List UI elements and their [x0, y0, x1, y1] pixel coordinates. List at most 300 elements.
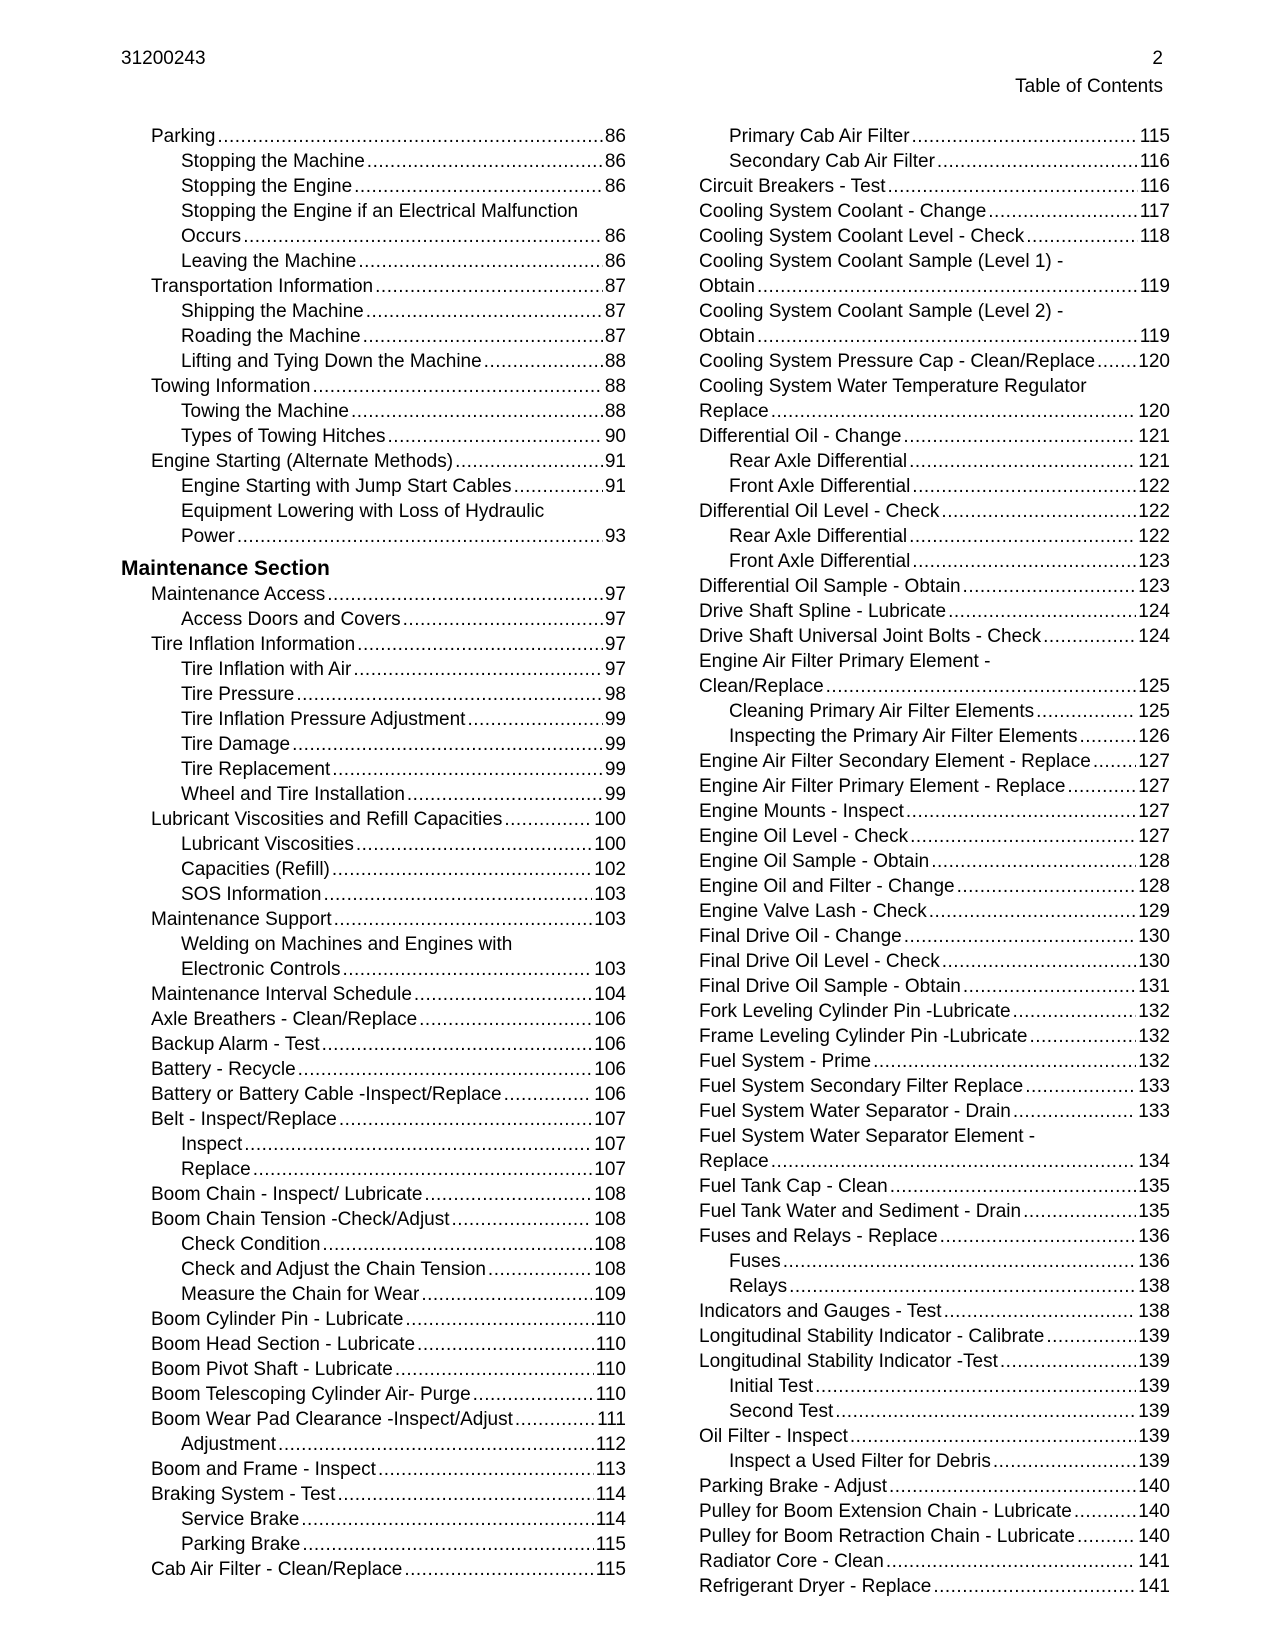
- dot-leader: [322, 1232, 592, 1257]
- toc-entry-title: Secondary Cab Air Filter: [729, 151, 935, 172]
- toc-entry[interactable]: [699, 924, 1170, 949]
- dot-leader: [757, 324, 1138, 349]
- toc-entry-title: Engine Air Filter Primary Element - Replace: [699, 776, 1066, 797]
- toc-entry-title: Tire Replacement: [181, 759, 331, 780]
- toc-entry[interactable]: [121, 757, 626, 782]
- toc-page-number: 138: [1138, 1301, 1170, 1322]
- toc-entry[interactable]: [699, 674, 1170, 699]
- toc-page-number: 127: [1138, 776, 1170, 797]
- toc-entry[interactable]: [699, 699, 1170, 724]
- toc-entry-title: Occurs: [181, 226, 242, 247]
- toc-entry[interactable]: [699, 824, 1170, 849]
- toc-page-number: 138: [1138, 1276, 1170, 1297]
- toc-entry[interactable]: [121, 324, 626, 349]
- toc-page-number: 103: [594, 959, 626, 980]
- toc-entry-title: Boom Wear Pad Clearance -Inspect/Adjust: [151, 1409, 513, 1430]
- toc-entry[interactable]: [121, 1482, 626, 1507]
- toc-page-number: 99: [604, 734, 626, 755]
- toc-page-number: 120: [1138, 351, 1170, 372]
- dot-leader: [1067, 774, 1136, 799]
- toc-entry[interactable]: [121, 1232, 626, 1257]
- toc-entry[interactable]: [699, 599, 1170, 624]
- toc-entry[interactable]: [699, 1049, 1170, 1074]
- toc-entry-title: Indicators and Gauges - Test: [699, 1301, 942, 1322]
- toc-page-number: 132: [1138, 1026, 1170, 1047]
- toc-page-number: 127: [1138, 751, 1170, 772]
- toc-entry-title-line: Fuel System Water Separator Element -: [699, 1126, 1036, 1147]
- toc-right-column: [699, 124, 1170, 1599]
- toc-page-number: 130: [1138, 951, 1170, 972]
- toc-page-number: 86: [604, 151, 626, 172]
- toc-entry[interactable]: [699, 1174, 1170, 1199]
- toc-entry[interactable]: [699, 1399, 1170, 1424]
- toc-page-number: 103: [594, 884, 626, 905]
- toc-entry[interactable]: [699, 999, 1170, 1024]
- toc-entry-title: Boom and Frame - Inspect: [151, 1459, 376, 1480]
- toc-entry[interactable]: [699, 774, 1170, 799]
- toc-entry[interactable]: [121, 1282, 626, 1307]
- dot-leader: [771, 1149, 1137, 1174]
- toc-page-number: 127: [1138, 826, 1170, 847]
- toc-entry-title: Tire Inflation with Air: [181, 659, 352, 680]
- toc-entry-title: Boom Head Section - Lubricate: [151, 1334, 416, 1355]
- page-number: 2: [1152, 48, 1163, 69]
- toc-entry-title: Measure the Chain for Wear: [181, 1284, 420, 1305]
- toc-page-number: 108: [594, 1234, 626, 1255]
- toc-entry[interactable]: [699, 149, 1170, 174]
- toc-page-number: 86: [604, 176, 626, 197]
- toc-entry[interactable]: [699, 1299, 1170, 1324]
- toc-entry[interactable]: [699, 1449, 1170, 1474]
- toc-page-number: 122: [1138, 476, 1170, 497]
- toc-entry-title: Radiator Core - Clean: [699, 1551, 884, 1572]
- toc-entry-title: Towing Information: [151, 376, 311, 397]
- toc-page-number: 88: [604, 376, 626, 397]
- toc-entry-title: Replace: [699, 1151, 769, 1172]
- toc-entry[interactable]: [699, 424, 1170, 449]
- toc-page-number: 87: [604, 276, 626, 297]
- toc-entry-title: Leaving the Machine: [181, 251, 357, 272]
- toc-entry-title: Relays: [729, 1276, 788, 1297]
- toc-page-number: 126: [1138, 726, 1170, 747]
- toc-entry[interactable]: [121, 957, 626, 982]
- toc-entry-title: Pulley for Boom Extension Chain - Lubricate: [699, 1501, 1072, 1522]
- dot-leader: [395, 1357, 594, 1382]
- toc-entry[interactable]: [699, 574, 1170, 599]
- toc-entry[interactable]: [699, 624, 1170, 649]
- page-title: Table of Contents: [1015, 76, 1163, 97]
- toc-entry-title: Parking Brake - Adjust: [699, 1476, 887, 1497]
- toc-entry[interactable]: [121, 299, 626, 324]
- toc-entry-title: Tire Inflation Pressure Adjustment: [181, 709, 466, 730]
- toc-page-number: 99: [604, 759, 626, 780]
- toc-entry[interactable]: [699, 324, 1170, 349]
- toc-entry[interactable]: [121, 707, 626, 732]
- toc-page-number: 139: [1138, 1426, 1170, 1447]
- dot-leader: [815, 1374, 1136, 1399]
- toc-entry-title: Cab Air Filter - Clean/Replace: [151, 1559, 403, 1580]
- toc-entry[interactable]: [121, 524, 626, 549]
- toc-entry[interactable]: [699, 174, 1170, 199]
- dot-leader: [342, 957, 592, 982]
- dot-leader: [1023, 1199, 1136, 1224]
- toc-entry[interactable]: [121, 174, 626, 199]
- dot-leader: [889, 1474, 1136, 1499]
- toc-page-number: 109: [594, 1284, 626, 1305]
- dot-leader: [909, 524, 1136, 549]
- toc-entry[interactable]: [699, 1549, 1170, 1574]
- toc-entry-title: Stopping the Machine: [181, 151, 365, 172]
- toc-page-number: 119: [1139, 276, 1170, 297]
- toc-entry[interactable]: [699, 1424, 1170, 1449]
- dot-leader: [455, 449, 603, 474]
- dot-leader: [237, 524, 603, 549]
- toc-page-number: 122: [1138, 526, 1170, 547]
- dot-leader: [488, 1257, 592, 1282]
- dot-leader: [963, 974, 1136, 999]
- toc-entry[interactable]: [699, 349, 1170, 374]
- dot-leader: [789, 1274, 1136, 1299]
- toc-entry[interactable]: [121, 374, 626, 399]
- toc-entry[interactable]: [121, 1432, 626, 1457]
- toc-entry-title: Engine Mounts - Inspect: [699, 801, 904, 822]
- toc-entry[interactable]: [699, 399, 1170, 424]
- toc-page-number: 114: [595, 1484, 626, 1505]
- toc-entry[interactable]: [121, 732, 626, 757]
- toc-entry[interactable]: [699, 1374, 1170, 1399]
- toc-entry[interactable]: [121, 807, 626, 832]
- dot-leader: [332, 857, 592, 882]
- dot-leader: [332, 757, 603, 782]
- toc-entry[interactable]: [699, 549, 1170, 574]
- toc-page-number: 124: [1138, 626, 1170, 647]
- dot-leader: [322, 1032, 593, 1057]
- toc-entry[interactable]: [699, 1224, 1170, 1249]
- toc-page-number: 133: [1138, 1101, 1170, 1122]
- toc-entry[interactable]: [121, 274, 626, 299]
- toc-entry-title: Oil Filter - Inspect: [699, 1426, 848, 1447]
- toc-page-number: 140: [1138, 1476, 1170, 1497]
- toc-page-number: 100: [594, 834, 626, 855]
- toc-entry[interactable]: [121, 582, 626, 607]
- toc-entry[interactable]: [121, 1457, 626, 1482]
- toc-entry[interactable]: [121, 882, 626, 907]
- toc-page-number: 136: [1138, 1251, 1170, 1272]
- toc-entry-title: Differential Oil Level - Check: [699, 501, 940, 522]
- dot-leader: [354, 174, 603, 199]
- toc-entry[interactable]: [699, 1074, 1170, 1099]
- toc-page-number: 139: [1138, 1376, 1170, 1397]
- toc-page-number: 139: [1138, 1401, 1170, 1422]
- toc-entry[interactable]: [121, 782, 626, 807]
- toc-page-number: 135: [1138, 1176, 1170, 1197]
- toc-entry[interactable]: [699, 974, 1170, 999]
- dot-leader: [403, 607, 603, 632]
- toc-entry[interactable]: [121, 1032, 626, 1057]
- toc-page-number: 111: [597, 1409, 626, 1430]
- toc-entry[interactable]: [121, 149, 626, 174]
- toc-page-number: 113: [595, 1459, 626, 1480]
- toc-page-number: 125: [1138, 701, 1170, 722]
- toc-entry[interactable]: [121, 1257, 626, 1282]
- toc-entry-title: Engine Air Filter Secondary Element - Replace: [699, 751, 1091, 772]
- dot-leader: [388, 424, 603, 449]
- toc-page-number: 108: [594, 1184, 626, 1205]
- toc-entry-title: Differential Oil - Change: [699, 426, 902, 447]
- dot-leader: [452, 1207, 593, 1232]
- toc-entry[interactable]: [699, 124, 1170, 149]
- toc-page-number: 110: [595, 1309, 626, 1330]
- toc-entry-title: Clean/Replace: [699, 676, 824, 697]
- toc-page-number: 117: [1139, 201, 1170, 222]
- toc-entry-title: Battery - Recycle: [151, 1059, 296, 1080]
- dot-leader: [1097, 349, 1136, 374]
- toc-entry-title: Towing the Machine: [181, 401, 349, 422]
- dot-leader: [243, 224, 603, 249]
- toc-entry[interactable]: [699, 449, 1170, 474]
- toc-entry[interactable]: [699, 1324, 1170, 1349]
- toc-entry-title: Electronic Controls: [181, 959, 341, 980]
- toc-entry[interactable]: [699, 1349, 1170, 1374]
- toc-entry[interactable]: [121, 982, 626, 1007]
- toc-page-number: 115: [595, 1559, 626, 1580]
- toc-page-number: 108: [594, 1259, 626, 1280]
- dot-leader: [301, 1507, 593, 1532]
- toc-entry[interactable]: [121, 224, 626, 249]
- toc-entry-title: Frame Leveling Cylinder Pin -Lubricate: [699, 1026, 1028, 1047]
- toc-entry-title-line: Cooling System Water Temperature Regulator: [699, 376, 1087, 397]
- toc-entry-title-line: Equipment Lowering with Loss of Hydraulic: [181, 501, 545, 522]
- toc-page-number: 134: [1138, 1151, 1170, 1172]
- dot-leader: [931, 849, 1136, 874]
- dot-leader: [1013, 1099, 1136, 1124]
- toc-page-number: 132: [1138, 1051, 1170, 1072]
- dot-leader: [424, 1182, 592, 1207]
- toc-page-number: 123: [1138, 551, 1170, 572]
- toc-entry[interactable]: [699, 849, 1170, 874]
- toc-entry[interactable]: [699, 899, 1170, 924]
- dot-leader: [888, 174, 1138, 199]
- toc-page-number: 128: [1138, 851, 1170, 872]
- toc-page-number: 119: [1139, 326, 1170, 347]
- dot-leader: [1025, 1074, 1136, 1099]
- dot-leader: [906, 799, 1136, 824]
- dot-leader: [963, 574, 1137, 599]
- toc-entry[interactable]: [121, 124, 626, 149]
- dot-leader: [757, 274, 1138, 299]
- dot-leader: [826, 674, 1137, 699]
- toc-entry[interactable]: [699, 499, 1170, 524]
- toc-entry[interactable]: [699, 1199, 1170, 1224]
- dot-leader: [890, 1174, 1137, 1199]
- toc-page-number: 139: [1138, 1451, 1170, 1472]
- dot-leader: [337, 1482, 593, 1507]
- dot-leader: [421, 1282, 592, 1307]
- toc-entry[interactable]: [699, 1149, 1170, 1174]
- toc-entry[interactable]: [121, 607, 626, 632]
- toc-entry-title: Cooling System Pressure Cap - Clean/Replace: [699, 351, 1096, 372]
- toc-entry[interactable]: [699, 474, 1170, 499]
- toc-entry[interactable]: [121, 1157, 626, 1182]
- toc-entry[interactable]: [699, 724, 1170, 749]
- toc-entry[interactable]: [121, 349, 626, 374]
- toc-page-number: 87: [604, 301, 626, 322]
- toc-entry[interactable]: [121, 1332, 626, 1357]
- toc-entry[interactable]: [121, 424, 626, 449]
- toc-entry-title: Fuses and Relays - Replace: [699, 1226, 938, 1247]
- toc-entry[interactable]: [121, 1557, 626, 1582]
- toc-page-number: 103: [594, 909, 626, 930]
- toc-entry[interactable]: [699, 1574, 1170, 1599]
- toc-entry-title: Differential Oil Sample - Obtain: [699, 576, 961, 597]
- dot-leader: [957, 874, 1137, 899]
- dot-leader: [296, 682, 603, 707]
- toc-page-number: 110: [595, 1359, 626, 1380]
- toc-entry[interactable]: [121, 449, 626, 474]
- toc-entry[interactable]: [121, 1507, 626, 1532]
- toc-page-number: 121: [1138, 451, 1170, 472]
- dot-leader: [407, 782, 603, 807]
- toc-entry-title: Front Axle Differential: [729, 476, 911, 497]
- toc-entry[interactable]: [121, 1107, 626, 1132]
- dot-leader: [334, 907, 593, 932]
- toc-page-number: 104: [594, 984, 626, 1005]
- toc-page-number: 91: [604, 476, 626, 497]
- toc-entry-title: Drive Shaft Universal Joint Bolts - Check: [699, 626, 1042, 647]
- section-heading: Maintenance Section: [121, 557, 330, 580]
- toc-entry-title: Tire Pressure: [181, 684, 295, 705]
- toc-page-number: 136: [1138, 1226, 1170, 1247]
- dot-leader: [993, 1449, 1136, 1474]
- dot-leader: [504, 1082, 593, 1107]
- toc-entry-title: Access Doors and Covers: [181, 609, 401, 630]
- dot-leader: [940, 1224, 1137, 1249]
- toc-entry[interactable]: [699, 1474, 1170, 1499]
- toc-entry[interactable]: [121, 1382, 626, 1407]
- toc-entry[interactable]: [121, 1082, 626, 1107]
- toc-entry[interactable]: [121, 1407, 626, 1432]
- toc-page-number: 86: [604, 226, 626, 247]
- toc-entry[interactable]: [699, 274, 1170, 299]
- toc-entry-title: Inspect a Used Filter for Debris: [729, 1451, 991, 1472]
- toc-entry[interactable]: [699, 1099, 1170, 1124]
- toc-page-number: 110: [595, 1384, 626, 1405]
- toc-entry[interactable]: [699, 1274, 1170, 1299]
- toc-page-number: 97: [604, 584, 626, 605]
- dot-leader: [912, 124, 1138, 149]
- toc-entry-title: Check Condition: [181, 1234, 321, 1255]
- toc-entry[interactable]: [699, 1024, 1170, 1049]
- toc-entry-title-line: Engine Air Filter Primary Element -: [699, 651, 991, 672]
- toc-page-number: 102: [594, 859, 626, 880]
- toc-entry[interactable]: [121, 1132, 626, 1157]
- dot-leader: [873, 1049, 1136, 1074]
- toc-entry[interactable]: [121, 1182, 626, 1207]
- toc-entry[interactable]: [699, 1249, 1170, 1274]
- toc-entry-title: Engine Oil and Filter - Change: [699, 876, 955, 897]
- dot-leader: [912, 549, 1136, 574]
- toc-entry-title: Maintenance Support: [151, 909, 332, 930]
- toc-page-number: 116: [1139, 151, 1170, 172]
- toc-entry-title: Axle Breathers - Clean/Replace: [151, 1009, 418, 1030]
- dot-leader: [783, 1249, 1137, 1274]
- toc-entry-title: Fuel System - Prime: [699, 1051, 872, 1072]
- toc-entry-title: Power: [181, 526, 235, 547]
- toc-entry[interactable]: [699, 524, 1170, 549]
- dot-leader: [278, 1432, 594, 1457]
- toc-entry[interactable]: [699, 874, 1170, 899]
- toc-page-number: 107: [594, 1159, 626, 1180]
- toc-entry-title: Boom Telescoping Cylinder Air- Purge: [151, 1384, 471, 1405]
- dot-leader: [1074, 1499, 1136, 1524]
- toc-page-number: 141: [1138, 1576, 1170, 1597]
- toc-entry[interactable]: [121, 1357, 626, 1382]
- toc-entry-title: Roading the Machine: [181, 326, 361, 347]
- toc-entry-title: Lubricant Viscosities: [181, 834, 354, 855]
- toc-entry[interactable]: [699, 949, 1170, 974]
- toc-entry-title: Cleaning Primary Air Filter Elements: [729, 701, 1035, 722]
- toc-entry-title-line: Cooling System Coolant Sample (Level 2) -: [699, 301, 1064, 322]
- toc-page-number: 140: [1138, 1501, 1170, 1522]
- dot-leader: [357, 632, 603, 657]
- toc-entry-title: Engine Starting (Alternate Methods): [151, 451, 454, 472]
- toc-page-number: 140: [1138, 1526, 1170, 1547]
- toc-entry[interactable]: [121, 1057, 626, 1082]
- toc-page-number: 97: [604, 609, 626, 630]
- toc-entry-title: Refrigerant Dryer - Replace: [699, 1576, 932, 1597]
- toc-page-number: 130: [1138, 926, 1170, 947]
- toc-entry[interactable]: [699, 224, 1170, 249]
- dot-leader: [358, 249, 603, 274]
- toc-entry[interactable]: [121, 682, 626, 707]
- toc-entry[interactable]: [121, 632, 626, 657]
- dot-leader: [366, 299, 603, 324]
- toc-page-number: 99: [604, 709, 626, 730]
- toc-page-number: 100: [594, 809, 626, 830]
- toc-page-number: 122: [1138, 501, 1170, 522]
- toc-entry[interactable]: [121, 1007, 626, 1032]
- toc-entry-title: Capacities (Refill): [181, 859, 330, 880]
- dot-leader: [1029, 1024, 1136, 1049]
- toc-entry[interactable]: [699, 1524, 1170, 1549]
- toc-entry[interactable]: [121, 1532, 626, 1557]
- dot-leader: [912, 474, 1136, 499]
- toc-entry[interactable]: [699, 799, 1170, 824]
- toc-entry[interactable]: [121, 474, 626, 499]
- dot-leader: [903, 424, 1136, 449]
- toc-entry[interactable]: [121, 907, 626, 932]
- dot-leader: [405, 1307, 593, 1332]
- toc-entry-title: Fuel System Water Separator - Drain: [699, 1101, 1011, 1122]
- toc-page-number: 106: [594, 1009, 626, 1030]
- toc-page-number: 116: [1139, 176, 1170, 197]
- toc-entry[interactable]: [121, 857, 626, 882]
- toc-page-number: 88: [604, 351, 626, 372]
- toc-entry[interactable]: [121, 832, 626, 857]
- toc-entry-title: Second Test: [729, 1401, 834, 1422]
- toc-entry[interactable]: [121, 1307, 626, 1332]
- toc-entry[interactable]: [121, 1207, 626, 1232]
- toc-entry[interactable]: [121, 399, 626, 424]
- toc-entry[interactable]: [699, 199, 1170, 224]
- toc-entry-title: Backup Alarm - Test: [151, 1034, 320, 1055]
- dot-leader: [1013, 999, 1137, 1024]
- toc-entry[interactable]: [699, 749, 1170, 774]
- dot-leader: [467, 707, 602, 732]
- toc-entry[interactable]: [121, 657, 626, 682]
- toc-entry[interactable]: [121, 249, 626, 274]
- toc-entry[interactable]: [699, 1499, 1170, 1524]
